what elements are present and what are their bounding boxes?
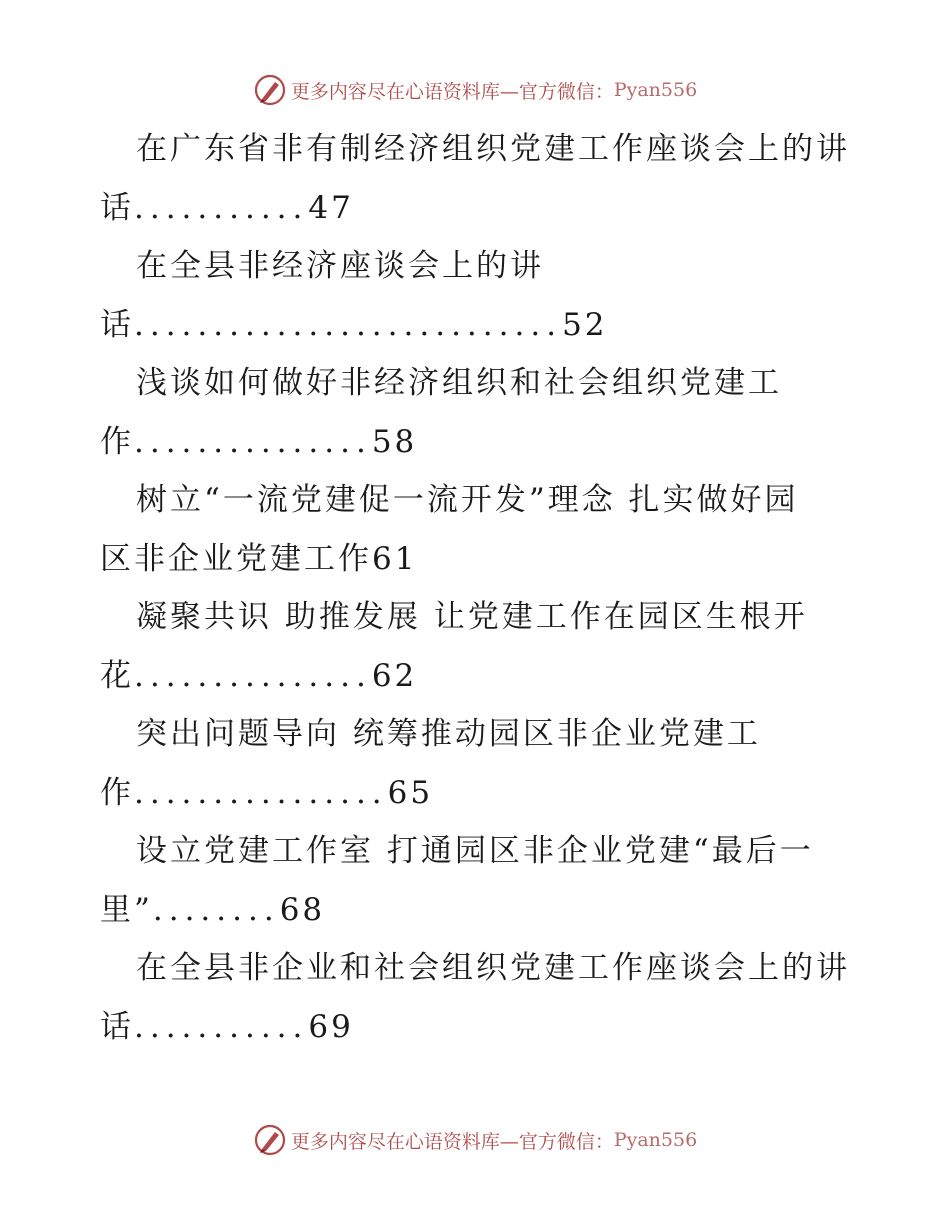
toc-entry-continuation bbox=[100, 413, 860, 472]
toc-entry bbox=[100, 705, 860, 822]
toc-leader-dots: ........... bbox=[134, 1008, 309, 1045]
header-banner bbox=[0, 70, 950, 110]
toc-leader-dots: ........... bbox=[134, 189, 309, 226]
banner-wechat-id: Pyan556 bbox=[613, 79, 698, 101]
toc-page-number: 58 bbox=[371, 423, 418, 460]
footer-banner bbox=[0, 1120, 950, 1160]
toc-entry-continuation bbox=[100, 998, 860, 1057]
toc-entry bbox=[100, 354, 860, 471]
pen-logo-icon bbox=[253, 1123, 287, 1157]
banner-wechat-id: Pyan556 bbox=[613, 1129, 698, 1151]
toc-leader-dots: ............... bbox=[134, 423, 372, 460]
toc-entry-title: 凝聚共识 助推发展 让党建工作在园区生根开 bbox=[136, 599, 808, 635]
toc-page-number: 47 bbox=[308, 189, 354, 226]
toc-page-number: 69 bbox=[308, 1008, 354, 1045]
toc-page-number: 68 bbox=[279, 891, 326, 928]
toc-page-number: 62 bbox=[371, 657, 418, 694]
toc-entry-title: 在全县非经济座谈会上的讲 bbox=[136, 248, 544, 284]
toc-entry-title: 设立党建工作室 打通园区非企业党建“最后一 bbox=[136, 833, 814, 869]
toc-entry-title: 在广东省非有制经济组织党建工作座谈会上的讲 bbox=[136, 131, 850, 167]
toc-leader-dots: ................ bbox=[134, 774, 388, 811]
toc-entry-title-end: 里” bbox=[100, 891, 153, 928]
toc-entry-title: 浅谈如何做好非经济组织和社会组织党建工 bbox=[136, 365, 782, 401]
toc-entry-title-end: 区非企业党建工作 bbox=[100, 540, 372, 577]
toc-entry-continuation bbox=[100, 530, 860, 589]
toc-leader-dots: ............... bbox=[134, 657, 372, 694]
toc-entry-continuation bbox=[100, 296, 860, 355]
toc-entry-continuation bbox=[100, 764, 860, 823]
toc-entry bbox=[100, 588, 860, 705]
toc-entry-continuation bbox=[100, 881, 860, 940]
toc-entry-title-end: 作 bbox=[100, 774, 134, 811]
toc-entry-title-end: 话 bbox=[100, 189, 134, 226]
toc-entry bbox=[100, 939, 860, 1056]
banner-text: 更多内容尽在心语资料库—官方微信： bbox=[290, 80, 614, 103]
table-of-contents bbox=[100, 120, 860, 1056]
toc-entry-title: 在全县非企业和社会组织党建工作座谈会上的讲 bbox=[136, 950, 850, 986]
toc-leader-dots: ........................... bbox=[134, 306, 563, 343]
toc-entry-title-end: 作 bbox=[100, 423, 134, 460]
toc-entry bbox=[100, 120, 860, 237]
toc-entry-title-end: 话 bbox=[100, 306, 134, 343]
toc-entry-title-end: 话 bbox=[100, 1008, 134, 1045]
toc-page-number: 52 bbox=[562, 306, 608, 343]
toc-entry-title: 树立“一流党建促一流开发”理念 扎实做好园 bbox=[136, 482, 799, 518]
toc-page-number: 61 bbox=[372, 540, 418, 577]
toc-entry-continuation bbox=[100, 647, 860, 706]
toc-entry-title: 突出问题导向 统筹推动园区非企业党建工 bbox=[136, 716, 761, 752]
toc-page-number: 65 bbox=[387, 774, 434, 811]
toc-entry bbox=[100, 471, 860, 588]
toc-entry-continuation bbox=[100, 179, 860, 238]
toc-entry-title-end: 花 bbox=[100, 657, 134, 694]
toc-entry bbox=[100, 237, 860, 354]
toc-entry bbox=[100, 822, 860, 939]
toc-leader-dots: ........ bbox=[152, 891, 280, 928]
banner-text: 更多内容尽在心语资料库—官方微信： bbox=[290, 1130, 614, 1153]
pen-logo-icon bbox=[253, 73, 287, 107]
